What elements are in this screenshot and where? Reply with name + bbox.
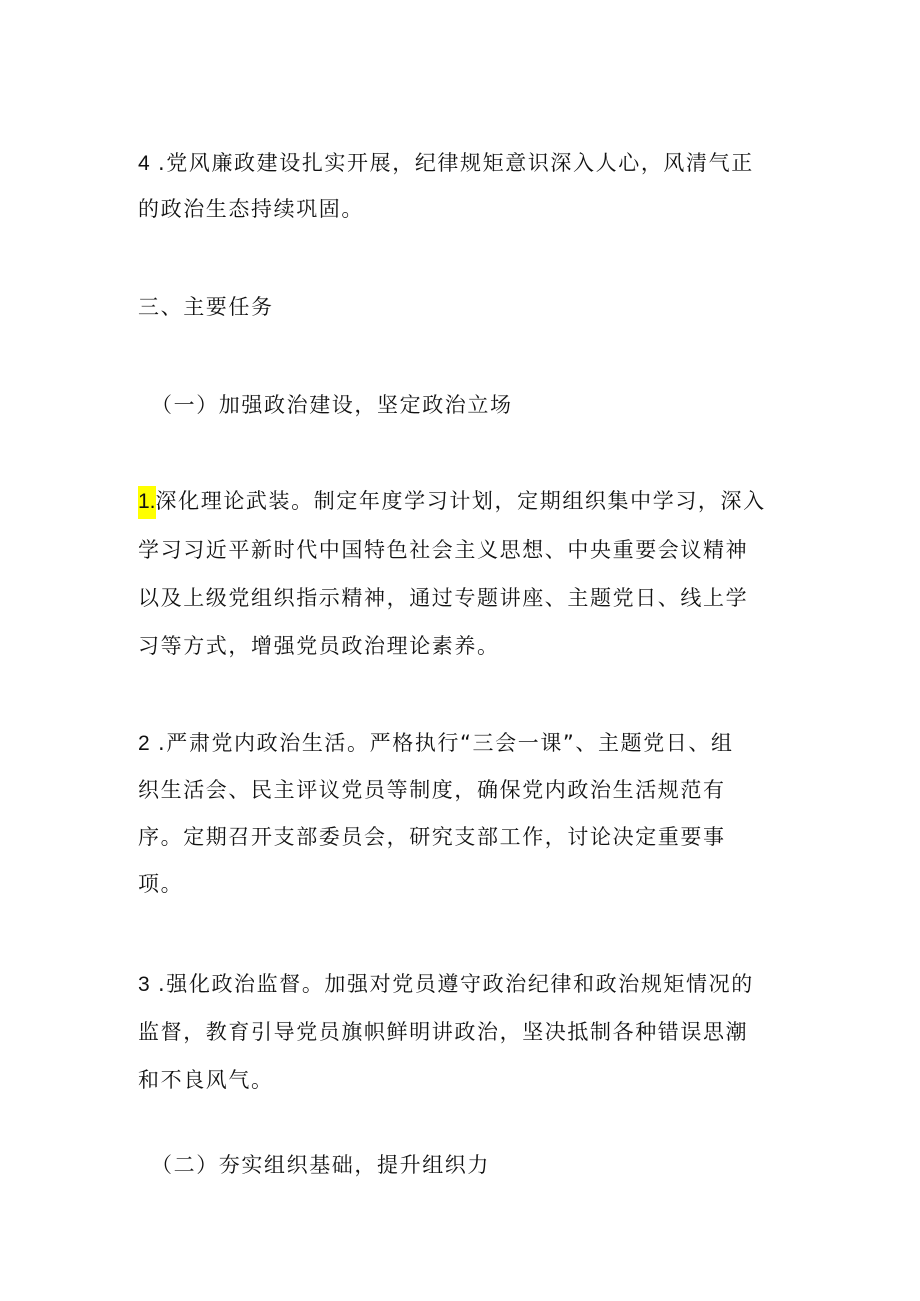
paragraph-1-text-1: 深化理论武装。制定年度学习计划，定期组织集中学习，深入 [155,489,766,513]
paragraph-3-text-1: .强化政治监督。加强对党员遵守政治纪律和政治规矩情况的 [149,972,754,996]
paragraph-1-line-3: 以及上级党组织指示精神，通过专题讲座、主题党日、线上学 [138,586,749,610]
paragraph-2-text-1: .严肃党内政治生活。严格执行“三会一课”、主题党日、组 [149,731,734,755]
item-4-line-2: 的政治生态持续巩固。 [138,197,364,221]
paragraph-2-line-3: 序。定期召开支部委员会，研究支部工作，讨论决定重要事 [138,825,726,849]
paragraph-3-line-3: 和不良风气。 [138,1068,274,1092]
paragraph-3-line-1 [138,969,754,1000]
subsection-1-heading: （一）加强政治建设，坚定政治立场 [151,393,513,417]
paragraph-2-line-4: 项。 [138,872,184,896]
paragraph-1-line-4: 习等方式，增强党员政治理论素养。 [138,634,500,658]
paragraph-2-line-1 [138,728,734,759]
paragraph-2-line-2: 织生活会、民主评议党员等制度，确保党内政治生活规范有 [138,778,726,802]
paragraph-3-line-2: 监督，教育引导党员旗帜鲜明讲政治，坚决抵制各种错误思潮 [138,1020,749,1044]
paragraph-3-number: 3 [138,973,150,996]
item-4-line-1 [138,148,754,179]
paragraph-2-number: 2 [138,732,150,755]
subsection-2-heading: （二）夯实组织基础，提升组织力 [151,1153,490,1177]
section-3-heading: 三、主要任务 [138,295,274,319]
paragraph-1-line-1 [138,486,766,517]
paragraph-1-number-highlighted: 1. [138,486,156,519]
item-4-number: 4 [138,152,150,175]
paragraph-1-line-2: 学习习近平新时代中国特色社会主义思想、中央重要会议精神 [138,538,749,562]
item-4-text-1: .党风廉政建设扎实开展，纪律规矩意识深入人心，风清气正 [149,151,754,175]
